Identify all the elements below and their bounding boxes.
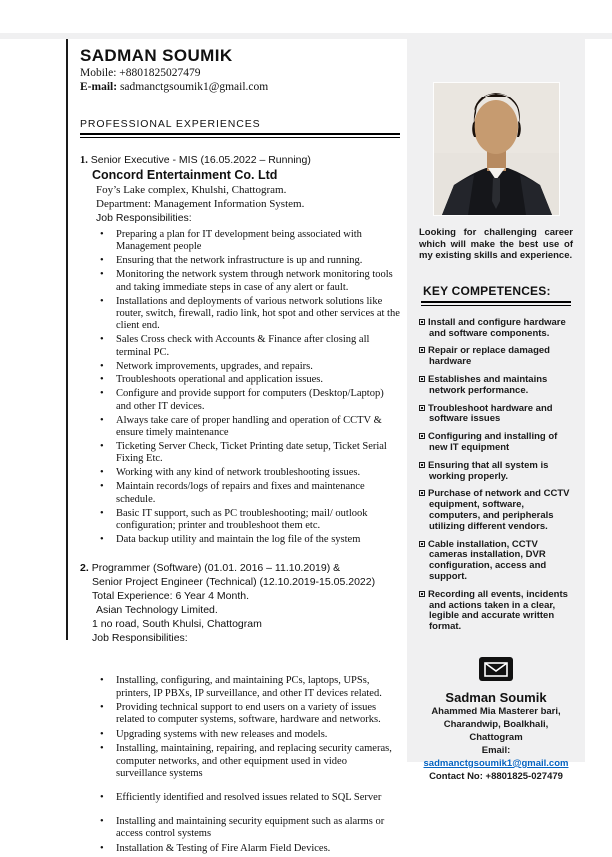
contact-block <box>419 657 573 783</box>
competence-item <box>419 461 573 483</box>
experience-1-department: Department: Management Information System. <box>96 198 305 210</box>
job-responsibility-item: • Working with any kind of network troubleshooting issues. <box>80 467 400 479</box>
contact-email-link[interactable]: sadmanctgsoumik1@gmail.com <box>423 757 569 769</box>
checkbox-icon <box>419 541 425 547</box>
checkbox-icon <box>419 376 425 382</box>
section-heading-rule <box>80 133 400 138</box>
email-line <box>80 80 400 94</box>
competence-text: Troubleshoot hardware and software issues <box>428 402 553 425</box>
mobile-line <box>80 66 400 80</box>
email-label: E-mail: <box>80 81 118 93</box>
job-responsibility-item: • Troubleshoots operational and application issues. <box>80 374 400 386</box>
key-competences-rule <box>421 301 571 306</box>
job-responsibility-item: • Preparing a plan for IT development being associated with Management people <box>80 229 400 254</box>
experience-1-address: Foy’s Lake complex, Khulshi, Chattogram. <box>96 184 287 196</box>
job-responsibility-item: • Sales Cross check with Accounts & Finance after closing all terminal PC. <box>80 334 400 359</box>
checkbox-icon <box>419 347 425 353</box>
contact-address-line2: Charandwip, Boalkhali, <box>443 718 549 730</box>
job-responsibility-item: • Monitoring the network system through network monitoring tools and taking immediate steps in case of any alert or fault. <box>80 269 400 294</box>
experience-2-title <box>80 561 400 575</box>
competence-item <box>419 404 573 426</box>
competence-item <box>419 346 573 368</box>
career-objective: Looking for challenging career which will make the best use of my existing skills and experience. <box>419 227 573 262</box>
section-heading-professional-experiences: PROFESSIONAL EXPERIENCES <box>80 118 261 130</box>
mobile-label: Mobile: <box>80 67 117 79</box>
job-responsibility-item: • Efficiently identified and resolved issues related to SQL Server <box>80 792 400 804</box>
competence-text: Purchase of network and CCTV equipment, software, computers, and peripherals utilizing different vendors. <box>428 488 570 532</box>
contact-number: Contact No: +8801825-027479 <box>429 770 563 782</box>
experience-1-job-label: Job Responsibilities: <box>96 212 192 224</box>
contact-address-line1: Ahammed Mia Masterer bari, <box>431 705 561 717</box>
job-responsibility-item: • Installation & Testing of Fire Alarm Field Devices. <box>80 843 400 855</box>
competence-item <box>419 318 573 340</box>
competence-item <box>419 432 573 454</box>
competence-text: Configuring and installing of new IT equipment <box>428 431 558 453</box>
contact-name: Sadman Soumik <box>445 689 547 705</box>
key-competences-heading: KEY COMPETENCES: <box>423 283 551 298</box>
experience-2-title-line2: Senior Project Engineer (Technical) (12.10.2019-15.05.2022) <box>92 576 376 589</box>
job-responsibility-item: • Upgrading systems with new releases and models. <box>80 729 400 741</box>
candidate-name: SADMAN SOUMIK <box>80 46 233 65</box>
competence-item <box>419 540 573 583</box>
competence-item <box>419 375 573 397</box>
experience-1-bullet-list <box>80 229 400 546</box>
job-responsibility-item: • Installing, configuring, and maintaining PCs, laptops, UPSs, printers, IP PBXs, IP surveillance, and other IT devices related. <box>80 675 400 700</box>
checkbox-icon <box>419 405 425 411</box>
competence-text: Ensuring that all system is working properly. <box>428 459 549 482</box>
competence-text: Establishes and maintains network performance. <box>428 373 548 396</box>
job-responsibility-item: • Always take care of proper handling and operation of CCTV & ensure timely maintenance <box>80 415 400 440</box>
main-column <box>80 46 400 857</box>
competence-text: Install and configure hardware and software components. <box>428 316 566 339</box>
job-responsibility-item: • Network improvements, upgrades, and repairs. <box>80 361 400 373</box>
job-responsibility-item: • Ticketing Server Check, Ticket Printing date setup, Ticket Serial Fixing Etc. <box>80 441 400 466</box>
experience-1-title-text: Senior Executive - MIS (16.05.2022 – Running) <box>90 154 311 166</box>
job-responsibility-item: • Basic IT support, such as PC troubleshooting; mail/ outlook configuration; printer and troubleshoot them etc. <box>80 508 400 533</box>
job-responsibility-item: • Installing and maintaining security equipment such as alarms or access control systems <box>80 816 400 841</box>
job-responsibility-item: • Data backup utility and maintain the log file of the system <box>80 534 400 546</box>
profile-photo <box>433 82 560 216</box>
job-responsibility-item: • Ensuring that the network infrastructure is up and running. <box>80 255 400 267</box>
job-responsibility-item: • Maintain records/logs of repairs and fixes and maintenance schedule. <box>80 481 400 506</box>
experience-2-company: Asian Technology Limited. <box>96 604 218 617</box>
job-responsibility-item: • Configure and provide support for computers (Desktop/Laptop) and other IT devices. <box>80 388 400 413</box>
competence-text: Cable installation, CCTV cameras installation, DVR configuration, access and support. <box>428 538 547 582</box>
checkbox-icon <box>419 319 425 325</box>
envelope-icon <box>479 657 513 686</box>
job-responsibility-item: • Providing technical support to end users on a variety of issues related to computer systems, software, hardware and networks. <box>80 702 400 727</box>
checkbox-icon <box>419 462 425 468</box>
competence-item <box>419 590 573 633</box>
competence-text: Recording all events, incidents and actions taken in a clear, legible and accurate written format. <box>428 588 568 633</box>
competence-item <box>419 489 573 532</box>
experience-2-number: 2. <box>80 562 89 575</box>
key-competences-list <box>419 318 573 633</box>
checkbox-icon <box>419 490 425 496</box>
checkbox-icon <box>419 433 425 439</box>
job-responsibility-item: • Installing, maintaining, repairing, and replacing security cameras, computer networks, and other equipment used in video surveillance systems <box>80 743 400 780</box>
sidebar <box>407 39 585 782</box>
experience-2-bullet-list <box>80 675 400 855</box>
contact-address-line3: Chattogram <box>469 731 523 743</box>
experience-1-title <box>80 153 400 168</box>
mobile-number: +8801825027479 <box>119 67 201 79</box>
experience-2-title-text: Programmer (Software) (01.01. 2016 – 11.10.2019) & <box>91 562 341 575</box>
experience-1 <box>80 153 400 546</box>
experience-2-address: 1 no road, South Khulsi, Chattogram <box>92 618 262 631</box>
competence-text: Repair or replace damaged hardware <box>428 345 550 368</box>
checkbox-icon <box>419 591 425 597</box>
experience-1-company: Concord Entertainment Co. Ltd <box>92 168 278 182</box>
portrait-image <box>434 83 559 215</box>
experience-2 <box>80 561 400 855</box>
contact-email-label: Email: <box>481 744 511 756</box>
job-responsibility-item: • Installations and deployments of various network solutions like router, switch, firewall, radio link, hot spot and other services at the client end. <box>80 296 400 333</box>
experience-2-total-experience: Total Experience: 6 Year 4 Month. <box>92 590 250 603</box>
email-address: sadmanctgsoumik1@gmail.com <box>119 81 269 93</box>
experience-1-number: 1. <box>80 155 88 166</box>
left-vertical-rule <box>66 39 68 640</box>
experience-2-job-label: Job Responsibilities: <box>92 632 188 645</box>
